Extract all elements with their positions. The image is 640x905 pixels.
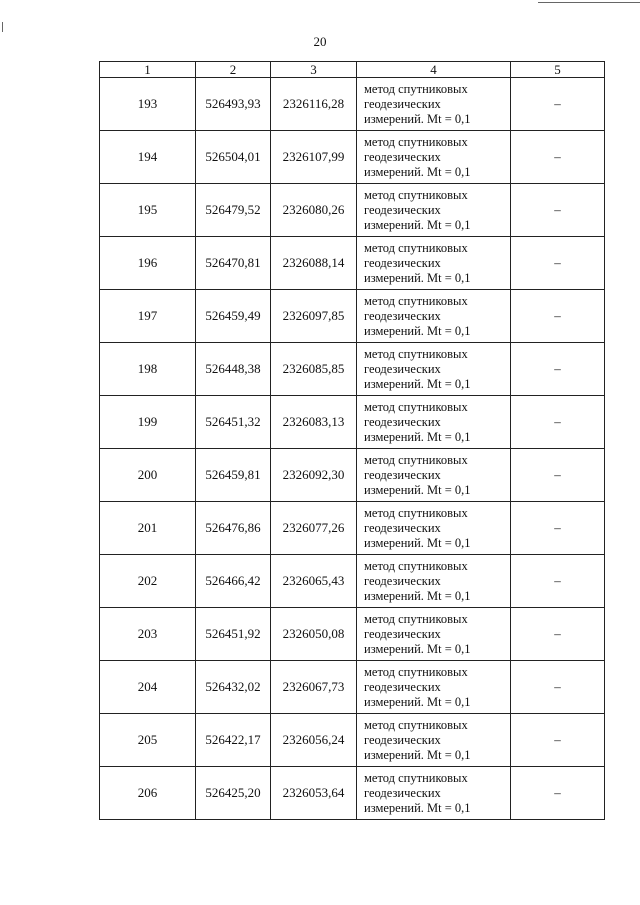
y-coordinate-cell: 2326116,28: [271, 78, 357, 131]
col-header-5: 5: [511, 62, 605, 78]
method-line: геодезических: [364, 785, 441, 800]
table-body: [100, 78, 605, 820]
description-cell: –: [511, 343, 605, 396]
point-number-cell: 203: [100, 608, 196, 661]
y-coordinate-cell: 2326107,99: [271, 131, 357, 184]
method-line: геодезических: [364, 361, 441, 376]
method-cell: [357, 290, 511, 343]
method-line: метод спутниковых: [364, 293, 468, 308]
y-coordinate-cell: 2326056,24: [271, 714, 357, 767]
method-cell: [357, 449, 511, 502]
col-header-1: 1: [100, 62, 196, 78]
method-line: измерений. Mt = 0,1: [364, 641, 471, 656]
description-cell: –: [511, 767, 605, 820]
description-cell: –: [511, 131, 605, 184]
method-line: измерений. Mt = 0,1: [364, 747, 471, 762]
x-coordinate-cell: 526425,20: [196, 767, 271, 820]
x-coordinate-cell: 526459,81: [196, 449, 271, 502]
description-cell: –: [511, 449, 605, 502]
table-row: [100, 608, 605, 661]
point-number-cell: 195: [100, 184, 196, 237]
point-number-cell: 200: [100, 449, 196, 502]
y-coordinate-cell: 2326088,14: [271, 237, 357, 290]
x-coordinate-cell: 526432,02: [196, 661, 271, 714]
description-cell: –: [511, 502, 605, 555]
point-number-cell: 193: [100, 78, 196, 131]
method-cell: [357, 714, 511, 767]
method-line: измерений. Mt = 0,1: [364, 535, 471, 550]
method-cell: [357, 131, 511, 184]
method-line: геодезических: [364, 467, 441, 482]
method-line: геодезических: [364, 414, 441, 429]
y-coordinate-cell: 2326050,08: [271, 608, 357, 661]
method-line: измерений. Mt = 0,1: [364, 800, 471, 815]
table-row: [100, 290, 605, 343]
scan-mark-top-right: [538, 2, 640, 3]
table-row: [100, 78, 605, 131]
table-row: [100, 767, 605, 820]
y-coordinate-cell: 2326083,13: [271, 396, 357, 449]
y-coordinate-cell: 2326097,85: [271, 290, 357, 343]
method-line: измерений. Mt = 0,1: [364, 694, 471, 709]
description-cell: –: [511, 237, 605, 290]
x-coordinate-cell: 526476,86: [196, 502, 271, 555]
method-cell: [357, 608, 511, 661]
method-line: метод спутниковых: [364, 399, 468, 414]
method-line: геодезических: [364, 96, 441, 111]
table-row: [100, 661, 605, 714]
description-cell: –: [511, 555, 605, 608]
method-line: измерений. Mt = 0,1: [364, 164, 471, 179]
x-coordinate-cell: 526479,52: [196, 184, 271, 237]
method-line: метод спутниковых: [364, 611, 468, 626]
method-cell: [357, 502, 511, 555]
method-line: метод спутниковых: [364, 346, 468, 361]
table-row: [100, 184, 605, 237]
col-header-4: 4: [357, 62, 511, 78]
table-row: [100, 396, 605, 449]
method-cell: [357, 661, 511, 714]
method-line: геодезических: [364, 573, 441, 588]
method-line: измерений. Mt = 0,1: [364, 376, 471, 391]
method-line: геодезических: [364, 149, 441, 164]
y-coordinate-cell: 2326053,64: [271, 767, 357, 820]
method-line: метод спутниковых: [364, 452, 468, 467]
col-header-2: 2: [196, 62, 271, 78]
point-number-cell: 196: [100, 237, 196, 290]
method-line: измерений. Mt = 0,1: [364, 588, 471, 603]
table-row: [100, 449, 605, 502]
point-number-cell: 204: [100, 661, 196, 714]
method-line: геодезических: [364, 732, 441, 747]
method-cell: [357, 767, 511, 820]
method-line: метод спутниковых: [364, 558, 468, 573]
method-cell: [357, 343, 511, 396]
point-number-cell: 198: [100, 343, 196, 396]
method-line: метод спутниковых: [364, 81, 468, 96]
method-line: метод спутниковых: [364, 187, 468, 202]
y-coordinate-cell: 2326092,30: [271, 449, 357, 502]
x-coordinate-cell: 526451,92: [196, 608, 271, 661]
method-line: геодезических: [364, 202, 441, 217]
description-cell: –: [511, 714, 605, 767]
y-coordinate-cell: 2326077,26: [271, 502, 357, 555]
y-coordinate-cell: 2326067,73: [271, 661, 357, 714]
method-cell: [357, 78, 511, 131]
table-row: [100, 237, 605, 290]
method-line: геодезических: [364, 255, 441, 270]
table-row: [100, 555, 605, 608]
description-cell: –: [511, 78, 605, 131]
table-row: [100, 343, 605, 396]
y-coordinate-cell: 2326065,43: [271, 555, 357, 608]
x-coordinate-cell: 526493,93: [196, 78, 271, 131]
method-cell: [357, 237, 511, 290]
method-line: геодезических: [364, 308, 441, 323]
scan-mark-left-edge: [2, 22, 3, 32]
description-cell: –: [511, 184, 605, 237]
method-line: метод спутниковых: [364, 134, 468, 149]
method-line: геодезических: [364, 520, 441, 535]
x-coordinate-cell: 526466,42: [196, 555, 271, 608]
description-cell: –: [511, 608, 605, 661]
y-coordinate-cell: 2326085,85: [271, 343, 357, 396]
point-number-cell: 202: [100, 555, 196, 608]
method-line: измерений. Mt = 0,1: [364, 270, 471, 285]
method-line: измерений. Mt = 0,1: [364, 217, 471, 232]
method-line: измерений. Mt = 0,1: [364, 111, 471, 126]
table-row: [100, 131, 605, 184]
x-coordinate-cell: 526422,17: [196, 714, 271, 767]
method-line: измерений. Mt = 0,1: [364, 482, 471, 497]
method-line: геодезических: [364, 626, 441, 641]
method-line: метод спутниковых: [364, 240, 468, 255]
x-coordinate-cell: 526448,38: [196, 343, 271, 396]
point-number-cell: 199: [100, 396, 196, 449]
x-coordinate-cell: 526459,49: [196, 290, 271, 343]
table-header-row: [100, 62, 605, 78]
method-line: метод спутниковых: [364, 717, 468, 732]
method-line: метод спутниковых: [364, 664, 468, 679]
method-line: измерений. Mt = 0,1: [364, 323, 471, 338]
description-cell: –: [511, 396, 605, 449]
point-number-cell: 197: [100, 290, 196, 343]
point-number-cell: 205: [100, 714, 196, 767]
table-row: [100, 714, 605, 767]
coordinates-table: [99, 61, 605, 820]
y-coordinate-cell: 2326080,26: [271, 184, 357, 237]
method-line: метод спутниковых: [364, 505, 468, 520]
method-line: геодезических: [364, 679, 441, 694]
x-coordinate-cell: 526470,81: [196, 237, 271, 290]
method-line: измерений. Mt = 0,1: [364, 429, 471, 444]
method-cell: [357, 396, 511, 449]
x-coordinate-cell: 526504,01: [196, 131, 271, 184]
description-cell: –: [511, 661, 605, 714]
point-number-cell: 201: [100, 502, 196, 555]
point-number-cell: 206: [100, 767, 196, 820]
description-cell: –: [511, 290, 605, 343]
x-coordinate-cell: 526451,32: [196, 396, 271, 449]
table-row: [100, 502, 605, 555]
method-line: метод спутниковых: [364, 770, 468, 785]
page-number: 20: [313, 34, 327, 49]
col-header-3: 3: [271, 62, 357, 78]
method-cell: [357, 555, 511, 608]
point-number-cell: 194: [100, 131, 196, 184]
method-cell: [357, 184, 511, 237]
